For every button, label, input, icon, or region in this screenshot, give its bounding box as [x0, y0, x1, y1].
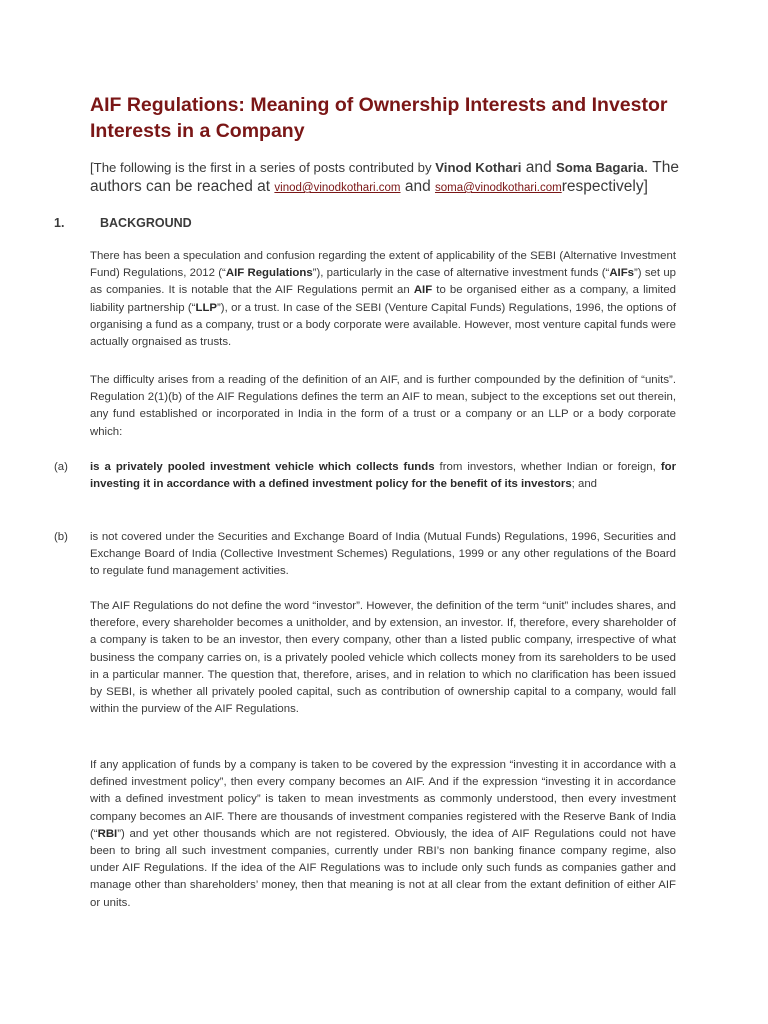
paragraph-text: ”) and yet other thousands which are not registered. Obviously, the idea of AIF Regulations could not have been to bring all such investment companies, currently under RBI’s non banking finance company regime, also under AIF Regulations. If the idea of the AIF Regulations was to include only such funds as companies gather and manage other than shareholders’ money, then that meaning is not at all clear from the extant definition of either AIF or units. — [90, 827, 676, 909]
defined-term: RBI — [97, 827, 118, 840]
list-marker: (a) — [54, 461, 68, 473]
list-marker: (b) — [54, 531, 68, 543]
intro-text: . The authors can be reached at — [90, 159, 679, 195]
paragraph-text: If any application of funds by a company is taken to be covered by the expression “investing it in accordance with a defined investment policy”, then every company becomes an AIF. And if the expression “investing it in accordance with a defined investment policy” is taken to mean investments as commonly understood, then every investment company becomes an AIF. There are thousands of investment companies registered with the Reserve Bank of India (“ — [90, 759, 676, 840]
defined-term: AIFs — [609, 267, 634, 280]
intro-text: and — [400, 178, 435, 195]
author-name: Soma Bagaria — [555, 160, 644, 175]
paragraph-text: ; and — [571, 478, 598, 491]
emphasis-text: for investing it in accordance with a defined investment policy for the benefit of its investors — [90, 461, 676, 491]
section-heading — [54, 214, 674, 232]
document-title: AIF Regulations: Meaning of Ownership Interests and Investor Interests in a Company — [90, 94, 668, 142]
paragraph-text: ”), or a trust. In case of the SEBI (Venture Capital Funds) Regulations, 1996, the options of organising a fund as a company, trust or a body corporate were available. However, most venture capital funds were actually orgnaised as trusts. — [90, 301, 676, 349]
paragraph-text: ”) set up as companies. It is notable that the AIF Regulations permit an — [90, 267, 677, 297]
defined-term: LLP — [195, 301, 217, 314]
paragraph-text: to be organised either as a company, a limited liability partnership (“ — [90, 284, 676, 314]
paragraph-text: There has been a speculation and confusion regarding the extent of applicability of the SEBI (Alternative Investment Fund) Regulations, 2012 (“ — [90, 250, 676, 280]
emphasis-text: is a privately pooled investment vehicle which collects funds — [90, 461, 435, 473]
paragraph: The AIF Regulations do not define the word “investor”. However, the definition of the term “unit” includes shares, and therefore, every shareholder becomes a unitholder, and by extension, an investor. If, therefore, every shareholder of a company is taken to be an investor, then every company, other than a listed public company, irrespective of what business the company carries on, is a privately pooled vehicle which collects money from its sareholders to be used in a particular manner. The question that, therefore, arises, and in relation to which no clarification has been issued by SEBI, is whether all privately pooled capital, such as contribution of ownership capital to a company, would fall within the purview of the AIF Regulations. — [90, 600, 676, 716]
paragraph-text: ”), particularly in the case of alternative investment funds (“ — [312, 267, 610, 280]
defined-term: AIF Regulations — [225, 267, 313, 280]
email-link[interactable]: vinod@vinodkothari.com — [274, 182, 401, 194]
list-item-text: is not covered under the Securities and Exchange Board of India (Mutual Funds) Regulations, 1996, Securities and Exchange Board of India (Collective Investment Schemes) Regulations, 1999 or any other regulations of the Board to regulate fund management activities. — [90, 531, 676, 578]
author-name: Vinod Kothari — [435, 160, 522, 175]
section-title: BACKGROUND — [100, 216, 192, 230]
paragraph: The difficulty arises from a reading of the definition of an AIF, and is further compounded by the definition of “units”. Regulation 2(1)(b) of the AIF Regulations defines the term an AIF to mean, subject to the exceptions set out therein, any fund established or incorporated in India in the form of a trust or a company or an LLP or a body corporate which: — [90, 374, 676, 438]
list-item-text — [90, 459, 676, 493]
intro-note — [90, 158, 690, 198]
intro-text: and — [521, 159, 556, 176]
email-link[interactable]: soma@vinodkothari.com — [435, 182, 562, 194]
intro-text: respectively] — [561, 178, 648, 195]
intro-text: [The following is the first in a series of posts contributed by — [90, 160, 436, 175]
paragraph — [90, 248, 676, 351]
paragraph-text: from investors, whether Indian or foreign, — [434, 461, 661, 473]
paragraph — [90, 757, 676, 912]
defined-term: AIF — [413, 284, 433, 297]
section-number: 1. — [54, 216, 65, 230]
